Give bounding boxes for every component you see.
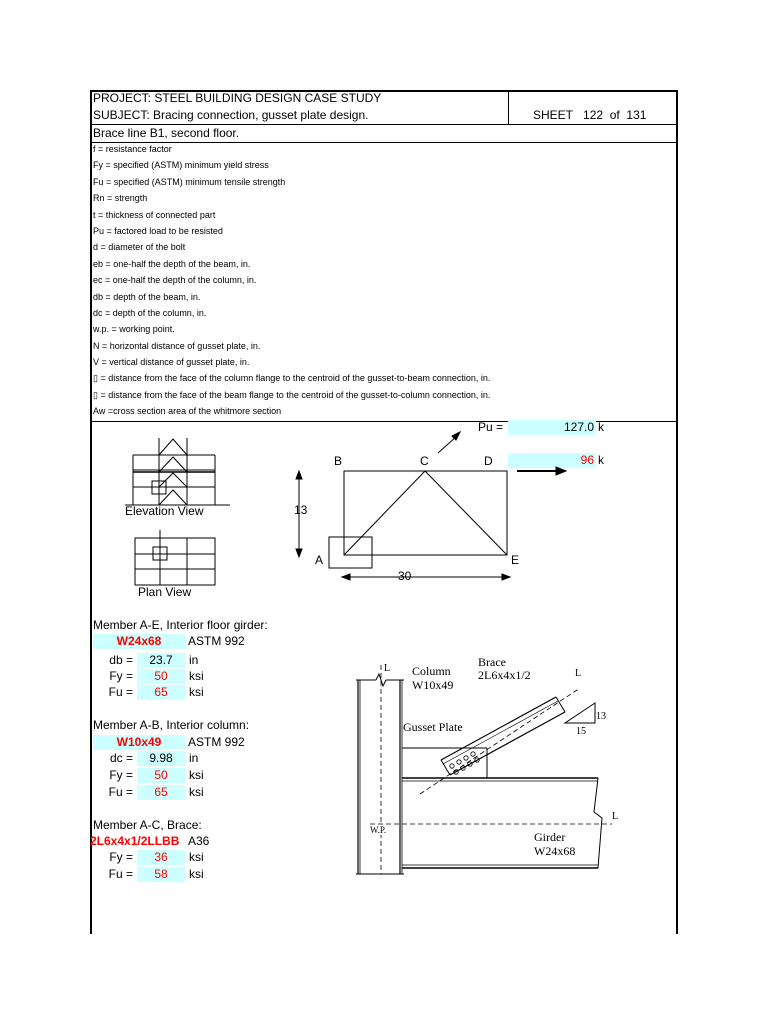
truss-span-value: 30 <box>398 569 412 583</box>
brace-section-value: 2L6x4x1/2LLBB <box>90 834 180 848</box>
girder-db-value: 23.7 <box>137 653 185 668</box>
pu-label: Pu = <box>478 420 504 434</box>
centerline-symbol-girder: L <box>612 811 619 822</box>
brace-section-label: 2L6x4x1/2 <box>478 668 531 682</box>
column-dc-value: 9.98 <box>137 751 185 766</box>
column-dc-unit: in <box>189 751 199 765</box>
working-point-label: W.P. <box>370 825 387 835</box>
plan-view-label: Plan View <box>138 585 192 599</box>
sheet-label: SHEET <box>533 108 574 122</box>
truss-point-b: B <box>334 454 343 468</box>
column-title: Member A-B, Interior column: <box>93 718 250 732</box>
definition-item: w.p. = working point. <box>93 324 175 335</box>
truss-point-a: A <box>315 553 324 567</box>
girder-db-label: db = <box>109 653 133 667</box>
truss-point-c: C <box>420 454 429 468</box>
definition-item: Pu = factored load to be resisted <box>93 225 223 236</box>
pu-unit: k <box>598 420 604 434</box>
connection-detail-drawing <box>356 665 612 874</box>
column-fy-label: Fy = <box>109 768 133 782</box>
girder-fu-value: 65 <box>137 685 185 700</box>
definition-item: ▯ = distance from the face of the column flange to the centroid of the gusset-to-beam connection, in. <box>93 373 491 384</box>
girder-section-label: W24x68 <box>534 844 576 858</box>
definition-item: Fu = specified (ASTM) minimum tensile strength <box>93 176 286 187</box>
column-fu-label: Fu = <box>108 785 133 799</box>
column-fy-unit: ksi <box>189 768 204 782</box>
definition-item: t = thickness of connected part <box>93 209 216 220</box>
girder-fy-label: Fy = <box>109 669 133 683</box>
horizontal-load-unit: k <box>598 453 604 467</box>
column-fu-unit: ksi <box>189 785 204 799</box>
elevation-view-label: Elevation View <box>125 504 204 518</box>
centerline-symbol-column: L <box>384 663 391 674</box>
sheet-number: 122 <box>583 108 604 122</box>
brace-title: Member A-C, Brace: <box>93 818 202 832</box>
brace-label: Brace <box>478 655 506 669</box>
column-grade: ASTM 992 <box>188 735 245 749</box>
girder-fy-unit: ksi <box>189 669 204 683</box>
elevation-view-sketch <box>125 438 230 505</box>
definition-item: dc = depth of the column, in. <box>93 307 207 318</box>
brace-fu-value: 58 <box>137 867 185 882</box>
truss-point-e: E <box>511 553 520 567</box>
definition-item: Fy = specified (ASTM) minimum yield stress <box>93 160 269 171</box>
column-section-value: W10x49 <box>93 735 185 750</box>
column-label: Column <box>412 664 451 678</box>
pu-value: 127.0 <box>508 420 596 435</box>
girder-title: Member A-E, Interior floor girder: <box>93 618 268 632</box>
definition-item: d = diameter of the bolt <box>93 242 186 253</box>
sheet-total: 131 <box>626 108 647 122</box>
definition-item: ▯ = distance from the face of the beam flange to the centroid of the gusset-to-column connection, in. <box>93 389 491 400</box>
definition-item: Aw =cross section area of the whitmore section <box>93 406 282 417</box>
truss-height-value: 13 <box>294 503 308 517</box>
slope-horizontal-label: 15 <box>576 726 586 737</box>
column-dc-label: dc = <box>109 751 133 765</box>
centerline-symbol-brace: L <box>575 668 582 679</box>
brace-fy-unit: ksi <box>189 850 204 864</box>
plan-view-sketch <box>135 530 215 585</box>
girder-db-unit: in <box>189 653 199 667</box>
girder-section-value: W24x68 <box>93 634 185 649</box>
definition-item: db = depth of the beam, in. <box>93 291 201 302</box>
column-fu-value: 65 <box>137 785 185 800</box>
brace-grade: A36 <box>188 834 210 848</box>
definition-item: f = resistance factor <box>93 144 172 154</box>
sheet-of: of <box>609 108 620 122</box>
girder-fy-value: 50 <box>137 669 185 684</box>
definition-item: eb = one-half the depth of the beam, in. <box>93 258 251 269</box>
gusset-plate-label: Gusset Plate <box>403 720 463 734</box>
girder-label: Girder <box>534 830 566 844</box>
brace-fu-label: Fu = <box>108 867 133 881</box>
horizontal-load-value: 96 <box>508 453 596 468</box>
project-title: PROJECT: STEEL BUILDING DESIGN CASE STUDY <box>93 91 382 105</box>
brace-line-title: Brace line B1, second floor. <box>93 126 240 140</box>
brace-fy-value: 36 <box>137 850 185 865</box>
column-section-label: W10x49 <box>412 678 454 692</box>
definition-item: Rn = strength <box>93 193 148 204</box>
brace-fy-label: Fy = <box>109 850 133 864</box>
girder-grade: ASTM 992 <box>188 634 245 648</box>
slope-vertical-label: 13 <box>596 711 606 722</box>
girder-fu-label: Fu = <box>108 685 133 699</box>
definition-item: N = horizontal distance of gusset plate, in. <box>93 340 261 351</box>
subject-title: SUBJECT: Bracing connection, gusset plate design. <box>93 108 369 122</box>
column-fy-value: 50 <box>137 768 185 783</box>
definition-item: ec = one-half the depth of the column, in. <box>93 275 257 286</box>
girder-fu-unit: ksi <box>189 685 204 699</box>
brace-fu-unit: ksi <box>189 867 204 881</box>
definition-item: V = vertical distance of gusset plate, in. <box>93 357 250 368</box>
truss-point-d: D <box>484 454 493 468</box>
